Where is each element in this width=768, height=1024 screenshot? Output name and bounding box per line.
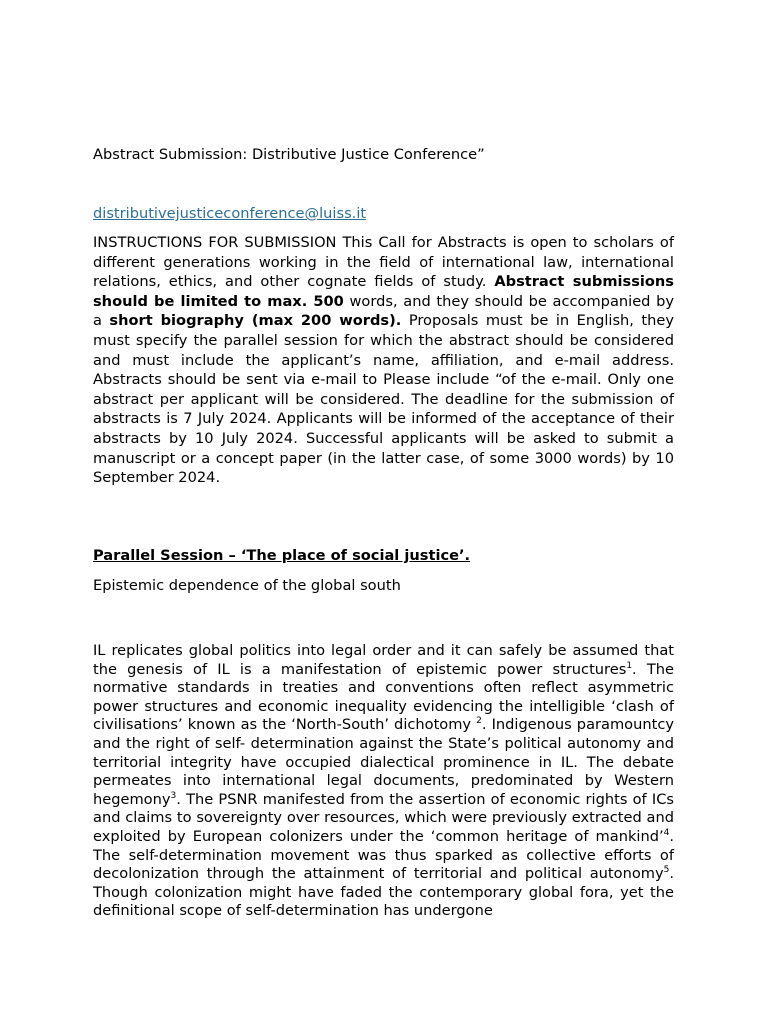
essay-text-1: IL replicates global politics into legal order and it can safely be assumed that the genesis of IL is a manifestation of epistemic power structures [93,642,674,678]
instructions-text-2: words, and they should be accompanied by a [93,292,674,330]
essay-text-6: . Though colonization might have faded the contemporary global fora, yet the definitional scope of self-determination has undergone [93,865,674,920]
essay-text-4: . The PSNR manifested from the assertion of economic rights of ICs and claims to sovereignty over resources, which were previously extracted and exploited by European colonizers under the ‘common heritage of mankind’ [93,790,674,845]
session-subtitle: Epistemic dependence of the global south [93,577,401,594]
email-link[interactable]: distributivejusticeconference@luiss.it [93,205,367,222]
essay-text-3: . Indigenous paramountcy and the right of self- determination against the State’s political autonomy and territorial integrity have occupied dialectical prominence in IL. The debate permeates into international legal documents, predominated by Western hegemony [93,716,674,808]
essay-text-5: . The self-determination movement was thus sparked as collective efforts of decolonization through the attainment of territorial and political autonomy [93,827,674,883]
instructions-text-3: Proposals must be in English, they must specify the parallel session for which the abstract should be considered and must include the applicant’s name, affiliation, and e-mail address. Abstracts should be sent via e-mail to Please include “of the e-mail. Only one abstract per applicant will be considered. The deadline for the submission of abstracts is 7 July 2024. Applicants will be informed of the acceptance of their abstracts by 10 July 2024. Successful applicants will be asked to submit a manuscript or a concept paper (in the latter case, of some 3000 words) by 10 September 2024. [93,312,674,487]
essay-text-2: . The normative standards in treaties and conventions often reflect asymmetric power structures and economic inequality evidencing the intelligible ‘clash of civilisations’ known as the ‘North-South’ dichotomy [93,660,675,734]
document-title: Abstract Submission: Distributive Justice Conference” [93,146,485,163]
session-heading: Parallel Session – ‘The place of social justice’. [93,547,471,564]
footnote-ref-3[interactable]: 3 [170,790,177,801]
essay-paragraph [93,642,674,921]
instructions-bold-1: Abstract submissions should be limited to max. 500 [93,273,674,310]
instructions-text-1: INSTRUCTIONS FOR SUBMISSION This Call for Abstracts is open to scholars of different generations working in the field of international law, international relations, ethics, and other cognate fields of study. [93,234,674,291]
footnote-ref-2[interactable]: 2 [476,716,482,727]
instructions-bold-2: short biography (max 200 words). [109,312,402,330]
footnote-ref-1[interactable]: 1 [626,660,633,671]
instructions-paragraph [93,233,674,488]
footnote-ref-4[interactable]: 4 [663,827,670,838]
footnote-ref-5[interactable]: 5 [663,865,670,876]
